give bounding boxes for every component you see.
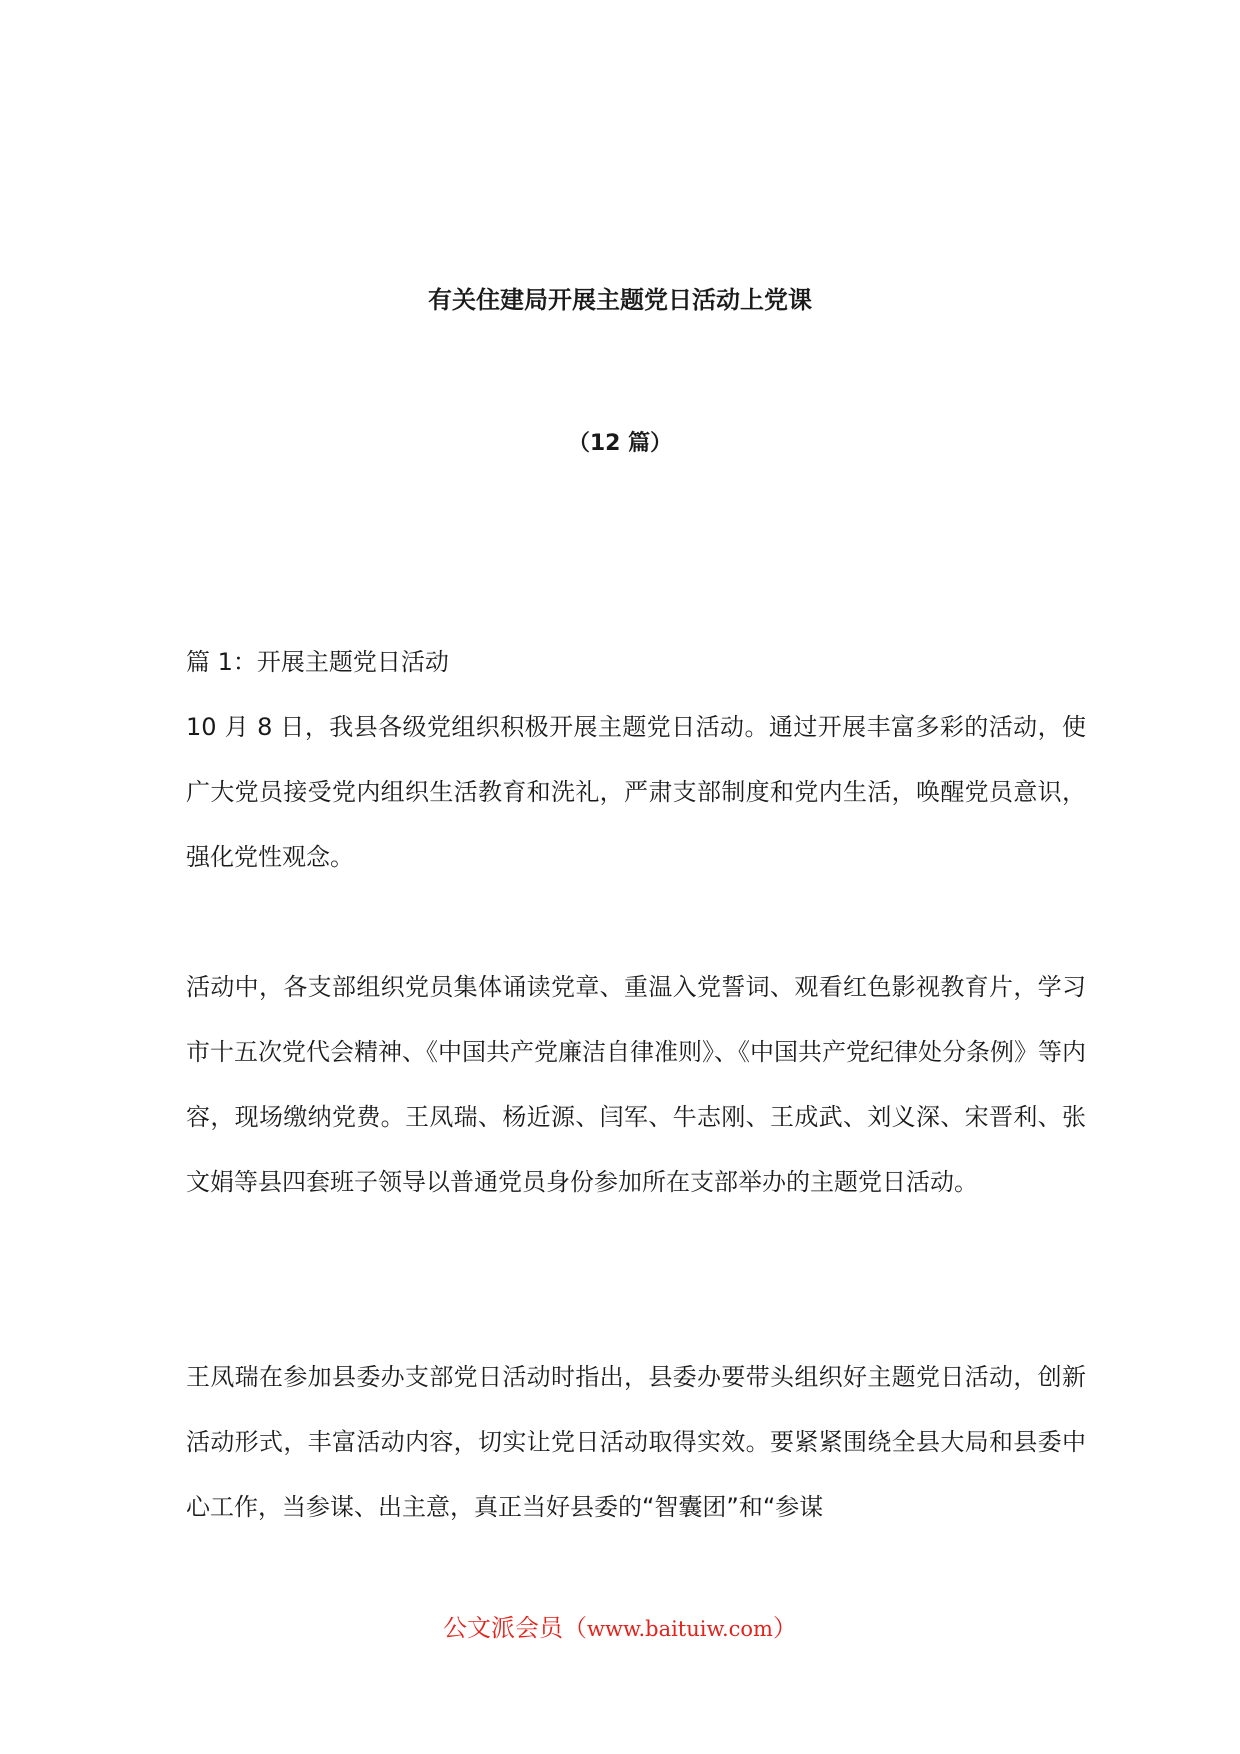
paragraph-1: 10 月 8 日，我县各级党组织积极开展主题党日活动。通过开展丰富多彩的活动，使广大党员接受党内组织生活教育和洗礼，严肃支部制度和党内生活，唤醒党员意识，强化党性观念。 [186, 713, 1086, 871]
document-subtitle: （12 篇） [567, 431, 673, 456]
paragraph-2: 活动中，各支部组织党员集体诵读党章、重温入党誓词、观看红色影视教育片，学习市十五次党代会精神、《中国共产党廉洁自律准则》、《中国共产党纪律处分条例》等内容，现场缴纳党费。王凤瑞、杨近源、闫军、牛志刚、王成武、刘义深、宋晋利、张文娟等县四套班子领导以普通党员身份参加所在支部举办的主题党日活动。 [186, 973, 1086, 1196]
footer-site-link[interactable]: www.baituiw.com [587, 1617, 773, 1641]
paragraph-3: 王凤瑞在参加县委办支部党日活动时指出，县委办要带头组织好主题党日活动，创新活动形式，丰富活动内容，切实让党日活动取得实效。要紧紧围绕全县大局和县委中心工作，当参谋、出主意，真正当好县委的“智囊团”和“参谋 [186, 1363, 1086, 1521]
footer-close: ） [772, 1614, 797, 1642]
footer-watermark [0, 1608, 1240, 1643]
document-title: 有关住建局开展主题党日活动上党课 [428, 286, 812, 314]
footer-label: 公文派会员（ [443, 1614, 588, 1642]
section-heading: 篇 1：开展主题党日活动 [186, 648, 449, 676]
